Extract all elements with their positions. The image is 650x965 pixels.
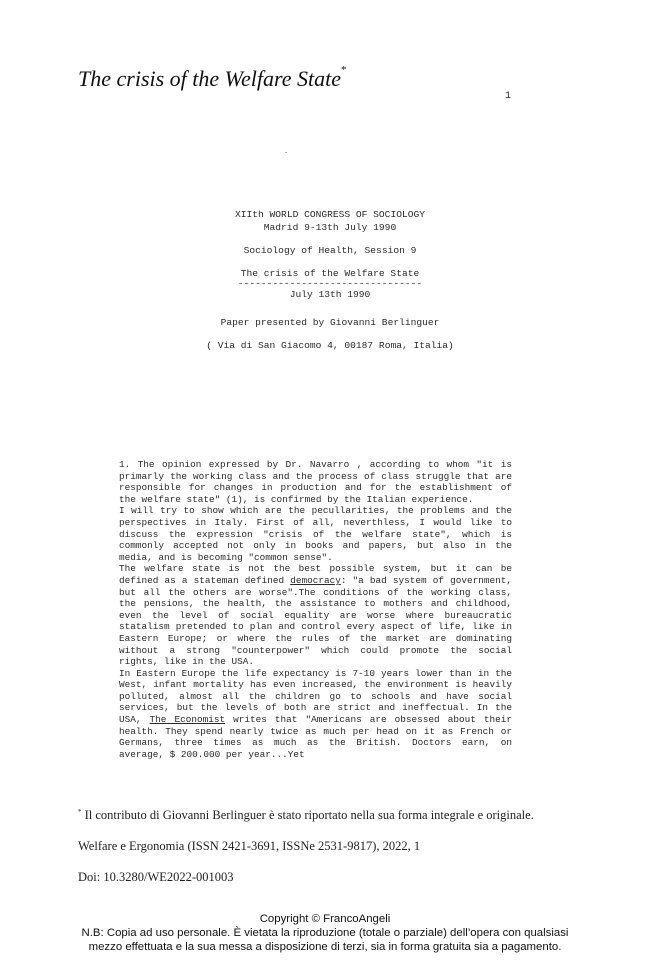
paper-date: July 13th 1990 — [289, 289, 371, 300]
paragraph-4-end: writes that "Americans are obsessed about their health. They spend nearly twice as much per head on it as French or Germans, three times as much as the British. Doctors earn, on average, $ 200.000 per year...Yet — [119, 714, 512, 760]
congress-place-date: Madrid 9-13th July 1990 — [263, 222, 397, 233]
paragraph-1: 1. The opinion expressed by Dr. Navarro , according to whom "it is primarly the working class and the process of class struggle that are responsible for changes in production and for the establishment of the welfare state" (1), is confirmed by the Italian experience. — [119, 459, 512, 505]
article-title-text: The crisis of the Welfare State — [78, 66, 341, 91]
scan-speck — [285, 152, 287, 153]
paragraph-4 — [119, 668, 512, 761]
paragraph-4-start: In Eastern Europe the life expectancy is 7-10 years lower than in the West, infant mortality has even increased, the environment is heavily polluted, almost all the children go to schools and have social services, but the levels of both are strict and ineffectual. In the USA, — [119, 667, 512, 726]
paragraph-3-start: The welfare state is not the best possible system, but it can be defined as a stateman defined — [119, 563, 512, 586]
paragraph-3-end: : "a bad system of government, but all the others are worse".The conditions of the working class, the pensions, the health, the assistance to mothers and childhood, even the level of social equality are worse where bureaucratic statalism pretended to plan and control every aspect of life, like in Eastern Europe; or where the rules of the market are dominating without a strong "counterpower" which could promote the social rights, like in the USA. — [119, 574, 513, 668]
paper-header — [180, 208, 480, 352]
paragraph-3 — [119, 563, 512, 667]
copyright-line: Copyright © FrancoAngeli — [259, 913, 391, 925]
congress-name: XIIth WORLD CONGRESS OF SOCIOLOGY — [235, 209, 425, 220]
underlined-democracy: democracy — [290, 574, 341, 586]
title-rule: -------------------------------- — [237, 278, 423, 289]
footnote-marker: * — [78, 808, 82, 816]
session-name: Sociology of Health, Session 9 — [243, 245, 417, 256]
doi-text: Doi: 10.3280/WE2022-001003 — [78, 870, 234, 884]
title-footnote-marker: * — [340, 64, 347, 76]
typewritten-body — [119, 459, 512, 760]
footnote — [78, 808, 534, 823]
presenter-line: Paper presented by Giovanni Berlinguer — [220, 317, 440, 328]
article-title — [78, 66, 346, 92]
copyright-notice-line-1: N.B: Copia ad uso personale. È vietata la riproduzione (totale o parziale) dell’opera con qualsiasi — [81, 927, 569, 939]
author-address: ( Via di San Giacomo 4, 00187 Roma, Italia) — [206, 340, 454, 351]
footnote-text: Il contributo di Giovanni Berlinguer è stato riportato nella sua forma integrale e originale. — [81, 808, 534, 822]
copyright-notice — [0, 912, 650, 954]
paragraph-2: I will try to show which are the pecullarities, the problems and the perspectives in Italy. First of all, neverthless, I would like to discuss the expression "crisis of the welfare state", which is commonly accepted not only in books and papers, but also in the media, and is becoming "common sense". — [119, 505, 512, 563]
page-number: 1 — [505, 91, 512, 102]
underlined-economist: The Economist — [149, 714, 226, 726]
copyright-notice-line-2: mezzo effettuata e la sua messa a disposizione di terzi, sia in forma gratuita sia a pagamento. — [88, 941, 562, 953]
paper-title: The crisis of the Welfare State — [240, 268, 420, 279]
journal-citation: Welfare e Ergonomia (ISSN 2421-3691, ISSNe 2531-9817), 2022, 1 — [78, 839, 421, 853]
